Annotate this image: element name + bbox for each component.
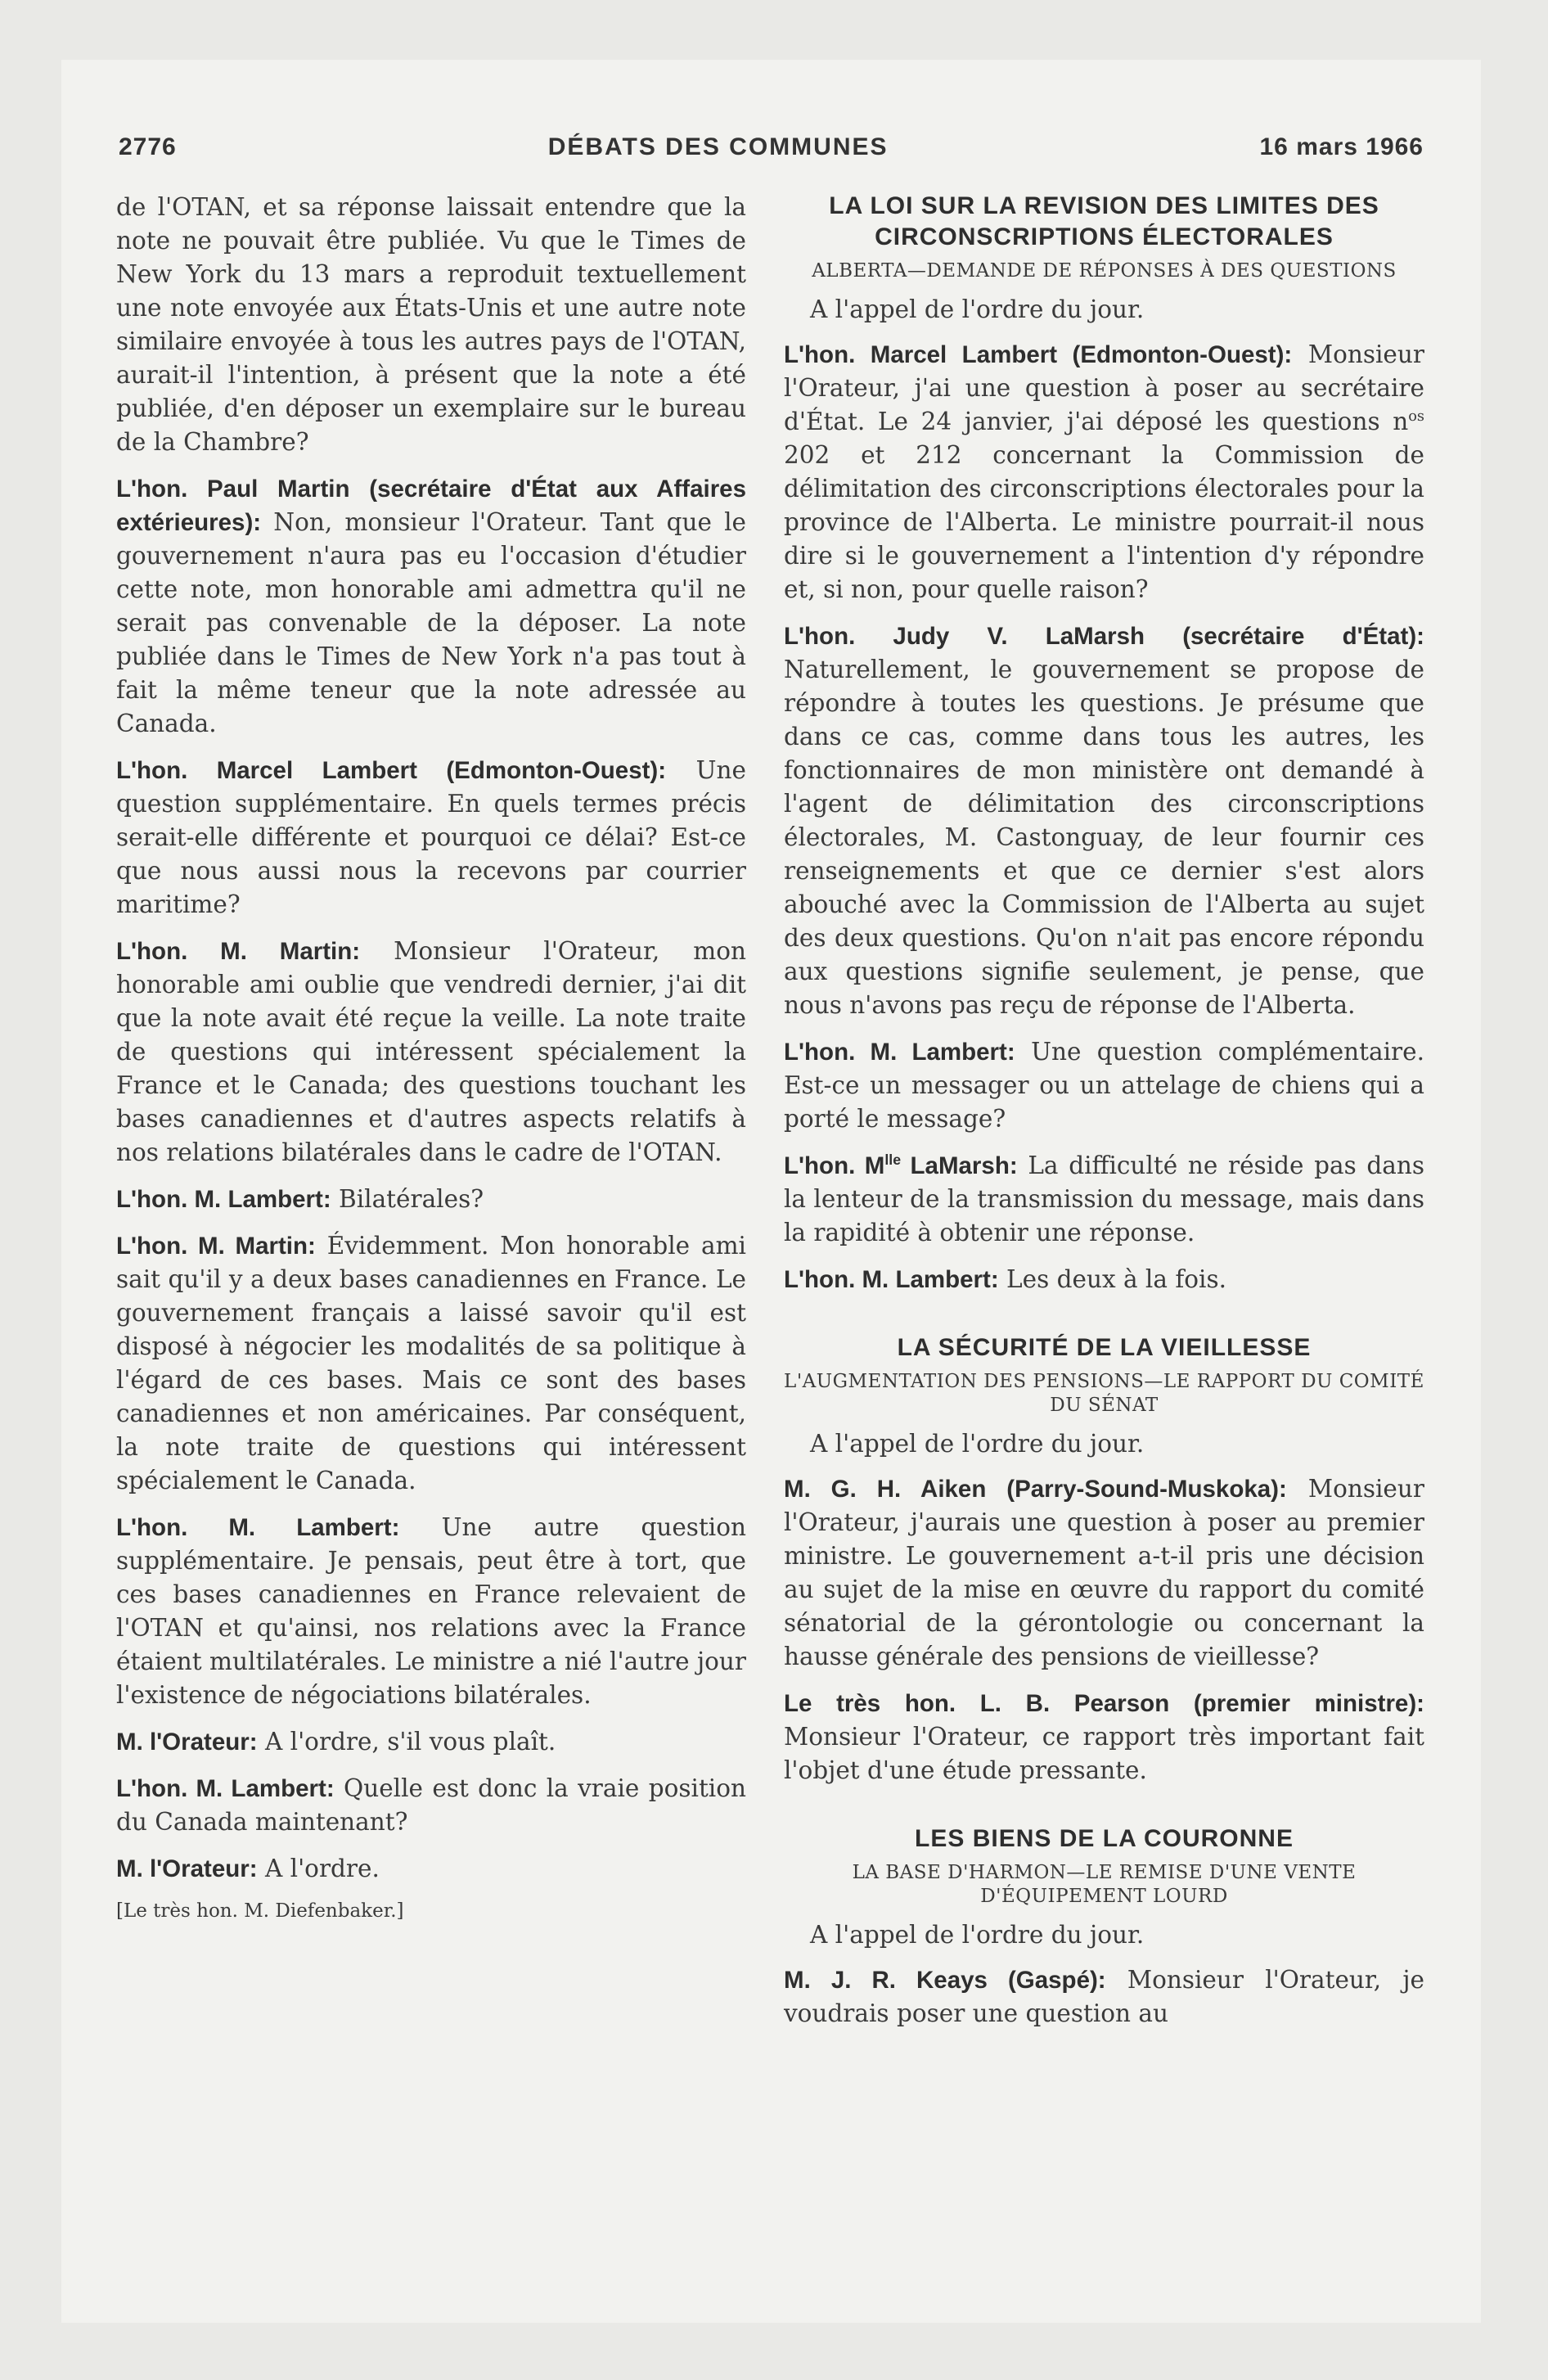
speaker-name-part: L'hon. M: [784, 1152, 885, 1179]
speaker-name: L'hon. M. Martin:: [116, 938, 361, 965]
paragraph: [116, 1725, 746, 1759]
speaker-name: M. l'Orateur:: [116, 1855, 258, 1882]
speech-text: 202 et 212 concernant la Commission de délimitation des circonscriptions électorales pour la province de l'Alberta. Le ministre pourrait-il nous dire si le gouvernement a l'intention d'y répondre et, si non, pour quelle raison?: [784, 441, 1424, 603]
speech-text: Monsieur l'Orateur, j'ai une question à poser au secrétaire d'État. Le 24 janvier, j'ai déposé les questions n: [784, 340, 1424, 435]
speech-text: A l'ordre.: [257, 1855, 380, 1882]
paragraph: [784, 620, 1424, 1022]
speaker-name: L'hon. M. Lambert:: [116, 1514, 400, 1541]
speaker-name: L'hon. Paul Martin (secrétaire d'État aux Affaires extérieures):: [116, 476, 746, 536]
section-subheading: LA BASE D'HARMON—LE REMISE D'UNE VENTE D'ÉQUIPEMENT LOURD: [852, 1862, 1357, 1907]
section-heading: LES BIENS DE LA COURONNE: [915, 1825, 1294, 1852]
speaker-name: L'hon. M. Lambert:: [784, 1266, 999, 1293]
speech-text: Monsieur l'Orateur, mon honorable ami oublie que vendredi dernier, j'ai dit que la note avait été reçue la veille. La note traite de questions qui intéressent spécialement la France et le Canada; des questions touchant les bases canadiennes et d'autres aspects relatifs à nos relations bilatérales dans le cadre de l'OTAN.: [116, 937, 746, 1166]
left-column: [116, 191, 746, 1936]
speech-text: Évidemment. Mon honorable ami sait qu'il y a deux bases canadiennes en France. Le gouvernement français a laissé savoir qu'il est disposé à négocier les modalités de sa politique à l'égard de ces bases. Mais ce sont des bases canadiennes et non américaines. Par conséquent, la note traite de questions qui intéressent spécialement le Canada.: [116, 1232, 746, 1494]
speech-text: Bilatérales?: [331, 1185, 484, 1213]
paragraph: [116, 1852, 746, 1886]
paragraph: [784, 1035, 1424, 1136]
paragraph: [116, 1511, 746, 1712]
speaker-name: L'hon. Judy V. LaMarsh (secrétaire d'État):: [784, 623, 1424, 650]
paragraph: [116, 1229, 746, 1498]
page-header: [119, 133, 1424, 161]
speech-text: Naturellement, le gouvernement se propose de répondre à toutes les questions. Je présume que dans ce cas, comme dans tous les autres, les fonctionnaires de mon ministère ont demandé à l'agent de délimitation des circonscriptions électorales, M. Castonguay, de leur fournir ces renseignements et que ce dernier s'est alors abouché avec la Commission de l'Alberta au sujet des deux questions. Qu'on n'ait pas encore répondu aux questions signifie seulement, je pense, que nous n'avons pas reçu de réponse de l'Alberta.: [784, 656, 1424, 1019]
speech-text: Monsieur l'Orateur, ce rapport très important fait l'objet d'une étude pressante.: [784, 1723, 1424, 1784]
paragraph: de l'OTAN, et sa réponse laissait entendre que la note ne pouvait être publiée. Vu que le Times de New York du 13 mars a reproduit textuellement une note envoyée aux États-Unis et une autre note similaire envoyée à tous les autres pays de l'OTAN, aurait-il l'intention, à présent que la note a été publiée, d'en déposer un exemplaire sur le bureau de la Chambre?: [116, 193, 746, 456]
paragraph: [784, 1149, 1424, 1250]
page-date: 16 mars 1966: [1259, 133, 1424, 160]
speech-text: Monsieur l'Orateur, je voudrais poser une question au: [784, 1966, 1424, 2027]
speaker-name: L'hon. M. Lambert:: [116, 1186, 331, 1213]
speaker-name: Le très hon. L. B. Pearson (premier ministre):: [784, 1690, 1424, 1717]
paragraph: [784, 1472, 1424, 1674]
speaker-name: M. G. H. Aiken (Parry-Sound-Muskoka):: [784, 1476, 1287, 1503]
speaker-name: L'hon. M. Lambert:: [784, 1039, 1015, 1066]
speaker-name: L'hon. M. Lambert:: [116, 1775, 335, 1802]
paragraph: [784, 338, 1424, 606]
speech-text: Une question supplémentaire. En quels termes précis serait-elle différente et pourquoi ce délai? Est-ce que nous aussi nous la recevons par courrier maritime?: [116, 756, 746, 918]
speech-text: A l'ordre, s'il vous plaît.: [257, 1728, 556, 1756]
paragraph: [784, 1687, 1424, 1787]
order-call: A l'appel de l'ordre du jour.: [810, 1921, 1145, 1949]
paragraph: [116, 472, 746, 741]
section-heading: LA SÉCURITÉ DE LA VIEILLESSE: [897, 1334, 1312, 1361]
paragraph: [116, 1772, 746, 1839]
paragraph: [784, 1963, 1424, 2031]
speech-text: La difficulté ne réside pas dans la lenteur de la transmission du message, mais dans la rapidité à obtenir une réponse.: [784, 1152, 1425, 1246]
section-subheading: L'AUGMENTATION DES PENSIONS—LE RAPPORT DU COMITÉ DU SÉNAT: [784, 1371, 1424, 1416]
paragraph: [116, 754, 746, 922]
paragraph: [116, 1183, 746, 1216]
publication-title: DÉBATS DES COMMUNES: [547, 133, 889, 160]
speaker-name-part: LaMarsh:: [901, 1152, 1018, 1179]
speaker-name: L'hon. M. Martin:: [116, 1233, 316, 1260]
speech-text: Une question complémentaire. Est-ce un messager ou un attelage de chiens qui a porté le message?: [784, 1038, 1424, 1133]
speaker-name: M. J. R. Keays (Gaspé):: [784, 1967, 1106, 1994]
footnote: [Le très hon. M. Diefenbaker.]: [116, 1900, 404, 1922]
paragraph: [784, 1263, 1424, 1296]
speaker-name: M. l'Orateur:: [116, 1729, 258, 1756]
speech-text: Monsieur l'Orateur, j'aurais une question à poser au premier ministre. Le gouvernement a-t-il pris une décision au sujet de la mise en œuvre du rapport du comité sénatorial de la gérontologie ou concernant la hausse générale des pensions de vieillesse?: [784, 1475, 1424, 1670]
superscript: lle: [884, 1152, 902, 1169]
superscript: os: [1408, 408, 1424, 426]
speaker-name: [784, 1152, 1018, 1179]
speech-text: Les deux à la fois.: [998, 1265, 1226, 1293]
speaker-name: L'hon. Marcel Lambert (Edmonton-Ouest):: [116, 757, 667, 784]
document-page: [61, 60, 1481, 2323]
speaker-name: L'hon. Marcel Lambert (Edmonton-Ouest):: [784, 341, 1293, 368]
paragraph: [116, 935, 746, 1170]
order-call: A l'appel de l'ordre du jour.: [810, 295, 1145, 323]
section-heading: LA LOI SUR LA REVISION DES LIMITES DES CIRCONSCRIPTIONS ÉLECTORALES: [829, 192, 1379, 250]
speech-text: Non, monsieur l'Orateur. Tant que le gouvernement n'aura pas eu l'occasion d'étudier cette note, mon honorable ami admettra qu'il ne serait pas convenable de la déposer. La note publiée dans le Times de New York n'a pas tout à fait la même teneur que la note adressée au Canada.: [116, 508, 746, 737]
order-call: A l'appel de l'ordre du jour.: [810, 1430, 1145, 1458]
speech-text: Quelle est donc la vraie position du Canada maintenant?: [116, 1774, 746, 1836]
right-column: [784, 191, 1424, 2044]
section-subheading: ALBERTA—DEMANDE DE RÉPONSES À DES QUESTIONS: [812, 260, 1397, 282]
page-number: 2776: [119, 133, 177, 160]
speech-text: Une autre question supplémentaire. Je pensais, peut être à tort, que ces bases canadiennes en France relevaient de l'OTAN et qu'ainsi, nos relations avec la France étaient multilatérales. Le ministre a nié l'autre jour l'existence de négociations bilatérales.: [116, 1513, 746, 1709]
